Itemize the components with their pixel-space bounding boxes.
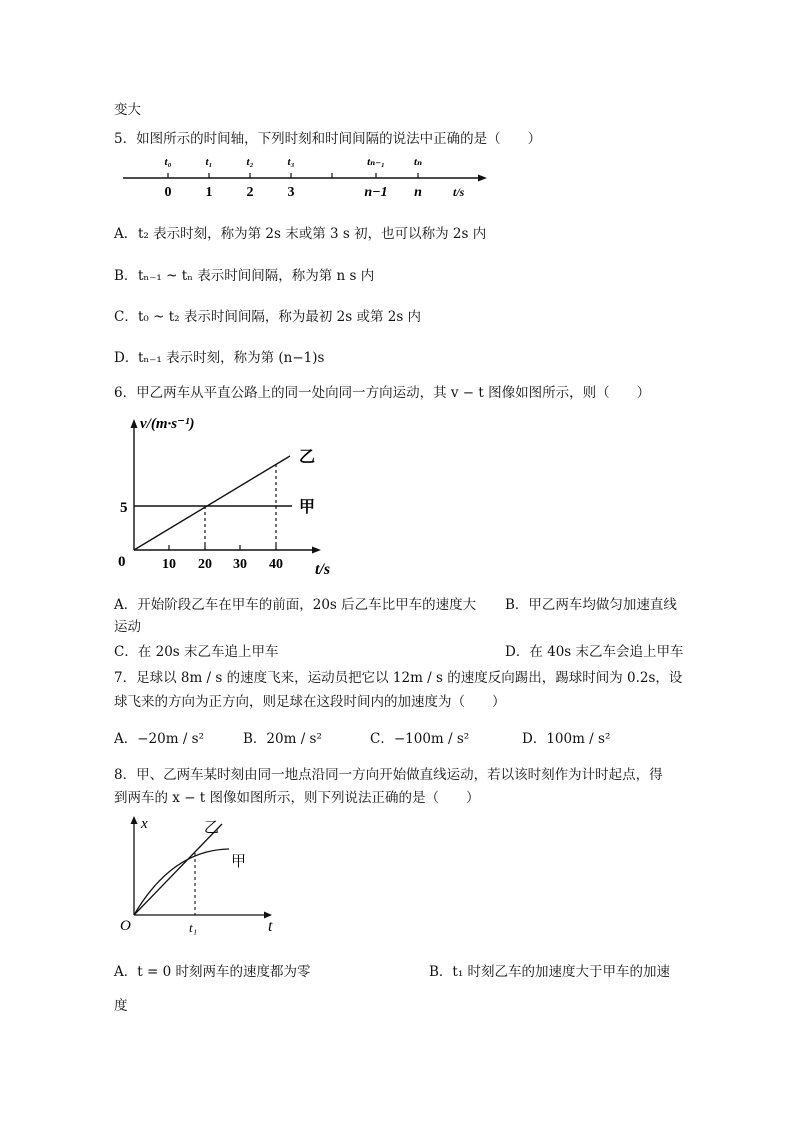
x-axis-arrow <box>131 816 138 824</box>
q6-option-b-cont: 运动 <box>114 619 141 635</box>
q7-option-d: D．100m / s² <box>522 731 611 747</box>
q7-option-c: C．−100m / s² <box>370 731 470 747</box>
label-t2: t₂ <box>246 156 254 168</box>
num-n-1: n−1 <box>364 185 388 200</box>
label-t3: t₃ <box>287 156 295 168</box>
series-yi-line <box>134 824 222 915</box>
q6-option-a: A．开始阶段乙车在甲车的前面，20s 后乙车比甲车的速度大 <box>114 597 477 613</box>
q5-option-b: B． <box>114 268 138 284</box>
num-2: 2 <box>246 185 254 200</box>
q5-option-a: A． <box>114 226 138 242</box>
q7-stem-line1: 7．足球以 8m / s 的速度飞来，运动员把它以 12m / s 的速度反向踢出，踢球时间为 0.2s，设 <box>114 670 683 686</box>
series-jia-curve <box>134 849 229 915</box>
x-label-40: 40 <box>269 557 283 572</box>
q7-option-b: B．20m / s² <box>243 731 322 747</box>
t1-label: t₁ <box>189 920 198 935</box>
q7-stem-line2: 球飞来的方向为正方向，则足球在这段时间内的加速度为（ ） <box>114 694 506 710</box>
q5-timeline-figure <box>118 150 488 202</box>
num-0: 0 <box>164 185 172 200</box>
q6-stem: 6．甲乙两车从平直公路上的同一处向同一方向运动，其 v − t 图像如图所示，则（ ） <box>114 385 651 401</box>
y-tick-5: 5 <box>120 500 128 516</box>
origin-label: 0 <box>118 554 126 570</box>
label-t1: t₁ <box>205 156 213 168</box>
timeline-axis-label: t/s <box>453 185 465 199</box>
q8-xt-graph <box>114 812 289 937</box>
num-n: n <box>414 185 422 200</box>
t-axis-arrow <box>312 547 321 554</box>
q8-stem-line2: 到两车的 x − t 图像如图所示，则下列说法正确的是（ ） <box>114 790 480 806</box>
x-label-30: 30 <box>233 557 247 572</box>
series-yi-label: 乙 <box>204 820 220 836</box>
v-axis-label: v/(m·s⁻¹) <box>140 416 195 432</box>
q5-option-a-text: t₂ 表示时刻，称为第 2s 末或第 3 s 初，也可以称为 2s 内 <box>138 226 487 242</box>
x-axis-label: x <box>141 816 148 832</box>
q8-option-a: A．t = 0 时刻两车的速度都为零 <box>114 964 311 980</box>
q7-option-a: A．−20m / s² <box>114 731 205 747</box>
v-axis-arrow <box>131 419 138 428</box>
q5-option-d: D． <box>114 350 139 366</box>
t-axis-label: t/s <box>315 561 331 578</box>
q5-option-d-text: tₙ₋₁ 表示时刻，称为第 (n−1)s <box>138 350 325 366</box>
label-tn-1: tₙ₋₁ <box>367 156 385 168</box>
t-axis-label: t <box>268 918 273 935</box>
series-jia-label: 甲 <box>231 854 247 870</box>
q5-option-c: C． <box>114 309 138 325</box>
origin-label: O <box>120 918 131 934</box>
num-1: 1 <box>205 185 213 200</box>
q8-stem-line1: 8．甲、乙两车某时刻由同一地点沿同一方向开始做直线运动，若以该时刻作为计时起点，得 <box>114 767 663 783</box>
q5-option-b-text: tₙ₋₁ ~ tₙ 表示时间间隔，称为第 n s 内 <box>138 268 375 284</box>
series-yi-label: 乙 <box>299 449 316 466</box>
label-t0: t₀ <box>164 156 172 168</box>
series-yi-line <box>134 456 290 550</box>
q6-option-d: D．在 40s 末乙车会追上甲车 <box>505 644 684 660</box>
q6-option-c: C．在 20s 末乙车追上甲车 <box>114 644 279 660</box>
q6-vt-graph <box>112 402 342 582</box>
num-3: 3 <box>287 185 295 200</box>
timeline-arrow <box>478 175 487 182</box>
q8-option-b: B．t₁ 时刻乙车的加速度大于甲车的加速 <box>429 964 671 980</box>
q5-stem: 5．如图所示的时间轴，下列时刻和时间间隔的说法中正确的是（ ） <box>114 131 542 147</box>
x-label-10: 10 <box>162 557 176 572</box>
continuation-text: 变大 <box>114 102 141 118</box>
x-label-20: 20 <box>198 557 212 572</box>
q5-option-c-text: t₀ ~ t₂ 表示时间间隔，称为最初 2s 或第 2s 内 <box>138 309 422 325</box>
q8-option-b-cont: 度 <box>114 998 128 1014</box>
label-tn: tₙ <box>413 156 423 168</box>
series-jia-label: 甲 <box>299 499 316 516</box>
q6-option-b: B．甲乙两车均做匀加速直线 <box>505 597 677 613</box>
